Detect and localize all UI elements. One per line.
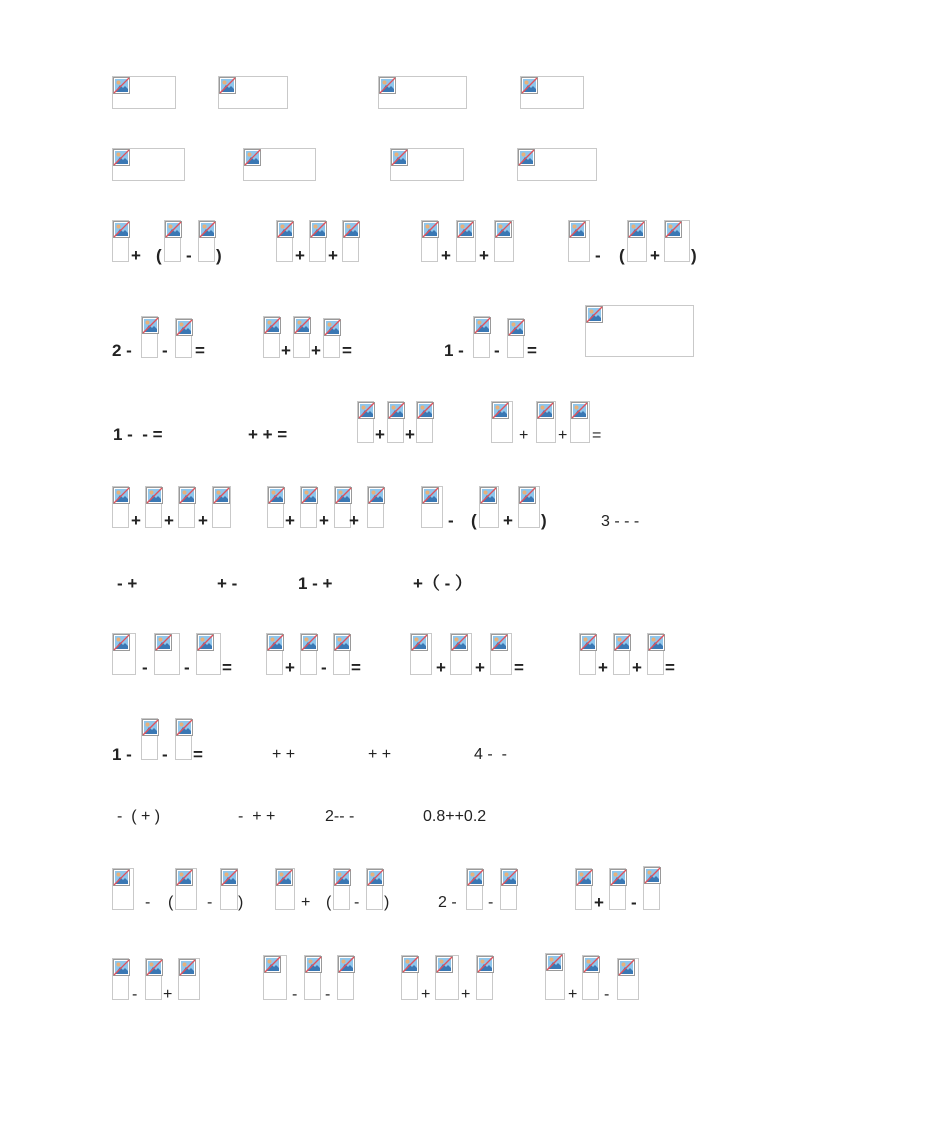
operator-equals: = [342,341,352,360]
broken-image-icon [305,956,322,973]
fraction-image [154,633,180,675]
broken-image-icon [244,149,261,166]
broken-image-icon [146,487,163,504]
operator-minus: - [494,341,500,360]
broken-image-icon [614,634,631,651]
operator-minus: - [207,894,213,911]
fraction-image [491,401,513,443]
operator-minus: - [448,511,454,530]
fraction-image [196,633,221,675]
fraction-image [613,633,630,675]
fraction-image [421,486,443,528]
fraction-image [450,633,472,675]
two-minus-text: 2 - [112,341,132,360]
broken-image-icon [142,719,159,736]
operator-plus: + [650,246,660,265]
paren-open: ( [156,246,162,265]
equation-text: + + [368,746,392,763]
broken-image-icon [219,77,236,94]
fraction-image [141,316,158,358]
broken-image-icon [518,149,535,166]
equation-text: +（ - ） [413,574,473,593]
equation-text: 0.8++0.2 [423,808,487,825]
broken-image-icon [113,959,130,976]
image-placeholder [243,148,316,181]
fraction-image [647,633,664,675]
fraction-image [112,633,136,675]
fraction-image [323,318,340,358]
operator-plus: + [405,425,415,444]
operator-minus: - [145,894,151,911]
fraction-image [490,633,512,675]
broken-image-icon [146,959,163,976]
broken-image-icon [179,959,196,976]
broken-image-icon [334,634,351,651]
operator-minus: - [631,893,637,912]
operator-minus: - [292,986,298,1003]
broken-image-icon [571,402,588,419]
broken-image-icon [628,221,645,238]
broken-image-icon [343,221,360,238]
fraction-image [582,955,599,1000]
broken-image-icon [388,402,405,419]
operator-plus: + [311,341,321,360]
fraction-image [367,486,384,528]
broken-image-icon [391,149,408,166]
paren-close: ) [691,246,697,265]
broken-image-icon [501,869,518,886]
fraction-image [112,220,129,262]
two-minus-text: 2 - [438,894,457,911]
fraction-image [293,316,310,358]
fraction-image [342,220,359,262]
one-minus-text: 1 - [112,745,132,764]
operator-minus: - [186,246,192,265]
operator-plus: + [131,511,141,530]
operator-plus: + [285,658,295,677]
broken-image-icon [176,319,193,336]
operator-plus: + [349,511,359,530]
broken-image-icon [521,77,538,94]
fraction-image [300,486,317,528]
fraction-image [175,718,192,760]
image-placeholder [112,76,176,109]
operator-plus: + [421,986,431,1003]
fraction-image [570,401,590,443]
equation-text: + + [272,746,296,763]
image-placeholder [585,305,694,357]
broken-image-icon [213,487,230,504]
fraction-image [333,868,350,910]
operator-equals: = [222,658,232,677]
operator-minus: - [321,658,327,677]
fraction-image [416,401,433,443]
broken-image-icon [324,319,341,336]
broken-image-icon [436,956,453,973]
operator-minus: - [184,658,190,677]
broken-image-icon [477,956,494,973]
operator-plus: + [568,986,578,1003]
fraction-image [178,486,195,528]
operator-minus: - [488,894,494,911]
broken-image-icon [665,221,682,238]
fraction-image [267,486,284,528]
fraction-image [164,220,181,262]
fraction-image [401,955,418,1000]
operator-minus: - [354,894,360,911]
fraction-image [456,220,476,262]
operator-plus: + [594,893,604,912]
operator-plus: + [519,427,529,444]
broken-image-icon [264,317,281,334]
operator-minus: - [325,986,331,1003]
equation-text: 2-- - [325,808,355,825]
operator-plus: + [461,986,471,1003]
broken-image-icon [492,402,509,419]
broken-image-icon [519,487,536,504]
fraction-image [609,868,626,910]
fraction-image [275,868,295,910]
broken-image-icon [176,719,193,736]
broken-image-icon [113,869,130,886]
operator-plus: + [441,246,451,265]
fraction-image [421,220,438,262]
equation-text: - + [117,574,138,593]
fraction-image [178,958,200,1000]
broken-image-icon [155,634,172,651]
operator-plus: + [295,246,305,265]
image-placeholder [517,148,597,181]
broken-image-icon [358,402,375,419]
operator-plus: + [632,658,642,677]
fraction-image [410,633,432,675]
broken-image-icon [221,869,238,886]
image-placeholder [112,148,185,181]
broken-image-icon [618,959,635,976]
operator-plus: + [328,246,338,265]
equation-text: 1 - + [298,574,333,593]
fraction-image [476,955,493,1000]
broken-image-icon [491,634,508,651]
broken-image-icon [537,402,554,419]
image-placeholder [378,76,467,109]
broken-image-icon [467,869,484,886]
paren-open: ( [619,246,625,265]
broken-image-icon [310,221,327,238]
operator-minus: - [604,986,610,1003]
broken-image-icon [335,487,352,504]
image-placeholder [218,76,288,109]
operator-equals: = [527,341,537,360]
fraction-image [664,220,690,262]
fraction-image [466,868,483,910]
broken-image-icon [402,956,419,973]
broken-image-icon [379,77,396,94]
image-placeholder [520,76,584,109]
broken-image-icon [495,221,512,238]
broken-image-icon [583,956,600,973]
paren-close: ) [384,894,390,911]
fraction-image [617,958,639,1000]
fraction-image [507,318,524,358]
equation-text: + - [217,574,238,593]
fraction-image [112,958,129,1000]
operator-plus: + [163,986,173,1003]
equation-text: 1 - - = [113,425,163,444]
broken-image-icon [648,634,665,651]
operator-equals: = [195,341,205,360]
fraction-image [141,718,158,760]
operator-minus: - [162,745,168,764]
fraction-image [145,486,162,528]
fraction-image [366,868,383,910]
operator-plus: + [436,658,446,677]
fraction-image [479,486,499,528]
fraction-image [575,868,592,910]
broken-image-icon [422,487,439,504]
operator-plus: + [558,427,568,444]
fraction-image [333,633,350,675]
broken-image-icon [367,869,384,886]
fraction-image [435,955,459,1000]
fraction-image [175,868,197,910]
operator-equals: = [665,658,675,677]
broken-image-icon [301,487,318,504]
equation-text: - + + [238,808,276,825]
operator-plus: + [375,425,385,444]
fraction-image [266,633,283,675]
fraction-image [568,220,590,262]
fraction-image [198,220,215,262]
fraction-image [500,868,517,910]
broken-image-icon [610,869,627,886]
paren-close: ) [541,511,547,530]
broken-image-icon [546,954,563,971]
fraction-image [357,401,374,443]
fraction-image [545,953,565,1000]
operator-plus: + [131,246,141,265]
fraction-image [276,220,293,262]
fraction-image [112,486,129,528]
broken-image-icon [165,221,182,238]
broken-image-icon [113,77,130,94]
operator-plus: + [475,658,485,677]
operator-plus: + [301,894,311,911]
fraction-image [387,401,404,443]
broken-image-icon [480,487,497,504]
fraction-image [220,868,238,910]
paren-open: ( [326,894,332,911]
fraction-image [473,316,490,358]
fraction-image [145,958,162,1000]
broken-image-icon [301,634,318,651]
equation-text: + + = [248,425,288,444]
broken-image-icon [411,634,428,651]
operator-minus: - [132,986,138,1003]
paren-open: ( [168,894,174,911]
broken-image-icon [276,869,293,886]
broken-image-icon [264,956,281,973]
operator-plus: + [164,511,174,530]
broken-image-icon [113,221,130,238]
fraction-image [300,633,317,675]
fraction-image [337,955,354,1000]
broken-image-icon [417,402,434,419]
operator-plus: + [198,511,208,530]
broken-image-icon [277,221,294,238]
broken-image-icon [508,319,525,336]
operator-minus: - [595,246,601,265]
broken-image-icon [176,869,193,886]
paren-open: ( [471,511,477,530]
operator-equals: = [193,745,203,764]
broken-image-icon [422,221,439,238]
fraction-image [579,633,596,675]
broken-image-icon [197,634,214,651]
paren-close: ) [238,894,244,911]
broken-image-icon [457,221,474,238]
broken-image-icon [576,869,593,886]
operator-plus: + [503,511,513,530]
broken-image-icon [179,487,196,504]
fraction-image [263,955,287,1000]
broken-image-icon [474,317,491,334]
fraction-image [518,486,540,528]
broken-image-icon [338,956,355,973]
broken-image-icon [113,487,130,504]
broken-image-icon [199,221,216,238]
operator-equals: = [592,427,602,444]
fraction-image [175,318,192,358]
broken-image-icon [294,317,311,334]
broken-image-icon [451,634,468,651]
fraction-image [263,316,280,358]
equation-text: 4 - - [474,746,507,763]
equation-text: - ( + ) [117,808,161,825]
broken-image-icon [267,634,284,651]
broken-image-icon [268,487,285,504]
one-minus-text: 1 - [444,341,464,360]
broken-image-icon [334,869,351,886]
broken-image-icon [113,634,130,651]
operator-plus: + [285,511,295,530]
fraction-image [304,955,321,1000]
paren-close: ) [216,246,222,265]
broken-image-icon [644,867,661,884]
operator-minus: - [162,341,168,360]
broken-image-icon [580,634,597,651]
fraction-image [536,401,556,443]
operator-plus: + [598,658,608,677]
broken-image-icon [142,317,159,334]
fraction-image [212,486,231,528]
fraction-image [309,220,326,262]
operator-plus: + [319,511,329,530]
operator-plus: + [281,341,291,360]
operator-minus: - [142,658,148,677]
broken-image-icon [569,221,586,238]
fraction-image [494,220,514,262]
fraction-image [643,866,660,910]
operator-equals: = [351,658,361,677]
broken-image-icon [586,306,603,323]
equation-text: 3 - - - [601,513,640,530]
operator-equals: = [514,658,524,677]
broken-image-icon [113,149,130,166]
image-placeholder [390,148,464,181]
broken-image-icon [368,487,385,504]
operator-plus: + [479,246,489,265]
fraction-image [112,868,134,910]
fraction-image [627,220,647,262]
